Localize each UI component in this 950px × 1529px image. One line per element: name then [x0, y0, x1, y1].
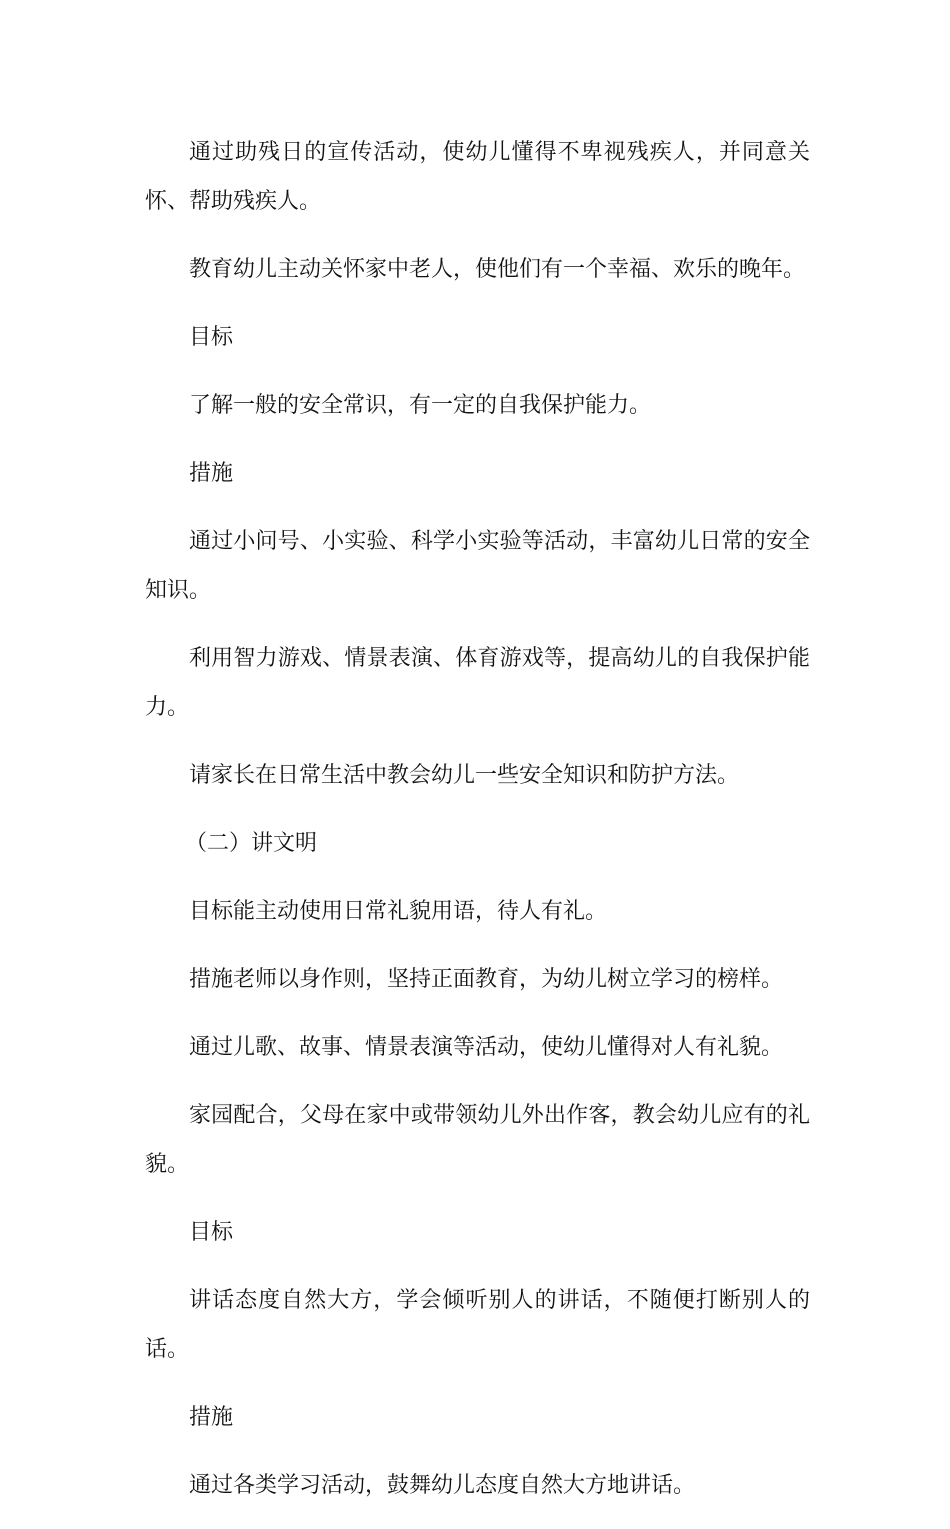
paragraph: 家园配合，父母在家中或带领幼儿外出作客，教会幼儿应有的礼貌。 [145, 1103, 810, 1177]
heading-goal: 目标 [189, 325, 234, 350]
paragraph: 目标能主动使用日常礼貌用语，待人有礼。 [189, 899, 608, 924]
paragraph: 措施老师以身作则，坚持正面教育，为幼儿树立学习的榜样。 [189, 967, 784, 992]
heading-measures: 措施 [189, 1405, 234, 1430]
paragraph: 讲话态度自然大方，学会倾听别人的讲话，不随便打断别人的话。 [145, 1288, 810, 1362]
section-heading: （二）讲文明 [185, 831, 318, 856]
document-body [145, 128, 810, 1529]
paragraph: 通过小问号、小实验、科学小实验等活动，丰富幼儿日常的安全知识。 [145, 529, 810, 603]
paragraph: 通过儿歌、故事、情景表演等活动，使幼儿懂得对人有礼貌。 [189, 1035, 784, 1060]
paragraph: 通过助残日的宣传活动，使幼儿懂得不卑视残疾人，并同意关怀、帮助残疾人。 [145, 140, 810, 214]
heading-goal: 目标 [189, 1220, 234, 1245]
paragraph: 利用智力游戏、情景表演、体育游戏等，提高幼儿的自我保护能力。 [145, 646, 810, 720]
paragraph: 了解一般的安全常识，有一定的自我保护能力。 [189, 393, 652, 418]
paragraph: 教育幼儿主动关怀家中老人，使他们有一个幸福、欢乐的晚年。 [189, 257, 806, 282]
paragraph: 请家长在日常生活中教会幼儿一些安全知识和防护方法。 [189, 763, 740, 788]
heading-measures: 措施 [189, 461, 234, 486]
paragraph: 通过各类学习活动，鼓舞幼儿态度自然大方地讲话。 [189, 1473, 696, 1498]
